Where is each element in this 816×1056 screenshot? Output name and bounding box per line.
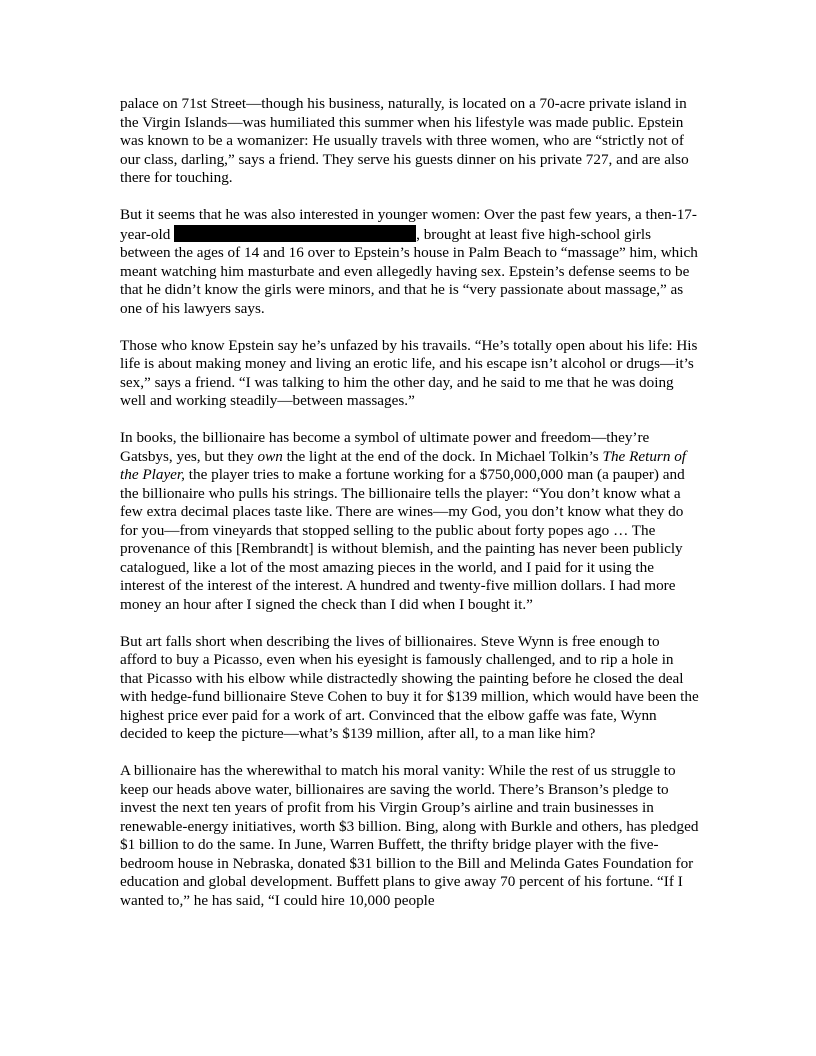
redaction-bar — [174, 225, 416, 242]
paragraph-text-after-redaction: , brought at least five high-school girls between the ages of 14 and 16 over to Epstein’s house in Palm Beach to “massage” him, which meant watching him masturbate and even allegedly having sex. Epstein’s defense seems to be that he didn’t know the girls were minors, and that he is “very passionate about massage,” as one of his lawyers says. — [120, 225, 698, 317]
paragraph-art-falls-short: But art falls short when describing the lives of billionaires. Steve Wynn is free enough to afford to buy a Picasso, even when his eyesight is famously challenged, and to rip a hole in that Picasso with his elbow while distractedly showing the painting before he closed the deal with hedge-fund billionaire Steve Cohen to buy it for $139 million, which would have been the highest price ever paid for a work of art. Convinced that the elbow gaffe was fate, Wynn decided to keep the picture—what’s $139 million, after all, to a man like him? — [120, 632, 699, 742]
paragraph-text-before-redaction: But it seems that he was also interested in younger women: Over the past few years, a then-17-year-old — [120, 206, 697, 243]
book-title: The Return of the Player, — [120, 447, 687, 483]
document-body — [120, 95, 700, 929]
paragraph-text: the light at the end of the dock. In Michael Tolkin’s — [282, 447, 603, 465]
paragraph-moral-vanity: A billionaire has the wherewithal to match his moral vanity: While the rest of us struggle to keep our heads above water, billionaires are saving the world. There’s Branson’s pledge to invest the next ten years of profit from his Virgin Group’s airline and train businesses in renewable-energy initiatives, worth $3 billion. Bing, along with Burkle and others, has pledged $1 billion to do the same. In June, Warren Buffett, the thrifty bridge player with the five-bedroom house in Nebraska, donated $31 billion to the Bill and Melinda Gates Foundation for education and global development. Buffett plans to give away 70 percent of his fortune. “If I wanted to,” he has said, “I could hire 10,000 people — [120, 762, 699, 909]
paragraph-in-books — [120, 429, 700, 614]
italic-emphasis: own — [257, 447, 283, 465]
paragraph-epstein-palace: palace on 71st Street—though his business, naturally, is located on a 70-acre private island in the Virgin Islands—was humiliated this summer when his lifestyle was made public. Epstein was known to be a womanizer: He usually travels with three women, who are “strictly not of our class, darling,” says a friend. They serve his guests dinner on his private 727, and are also there for touching. — [120, 95, 689, 186]
paragraph-text: In books, the billionaire has become a symbol of ultimate power and freedom—they’re Gatsbys, yes, but they — [120, 429, 650, 465]
paragraph-text: the player tries to make a fortune working for a $750,000,000 man (a pauper) and the billionaire who pulls his strings. The billionaire tells the player: “You don’t know what a few extra decimal places taste like. There are wines—my God, you don’t know what they do for you—from vineyards that stopped selling to the public about forty popes ago … The provenance of this [Rembrandt] is without blemish, and the painting has never been publicly catalogued, like a lot of the most amazing pieces in the world, and I paid for it using the interest of the interest of the interest. A hundred and twenty-five million dollars. I had more money an hour after I signed the check than I did when I bought it.” — [120, 466, 685, 613]
paragraph-unfazed: Those who know Epstein say he’s unfazed by his travails. “He’s totally open about his life: His life is about making money and living an erotic life, and his escape isn’t alcohol or drugs—it’s sex,” says a friend. “I was talking to him the other day, and he said to me that he was doing well and working steadily—between massages.” — [120, 336, 698, 409]
paragraph-younger-women — [120, 206, 700, 318]
